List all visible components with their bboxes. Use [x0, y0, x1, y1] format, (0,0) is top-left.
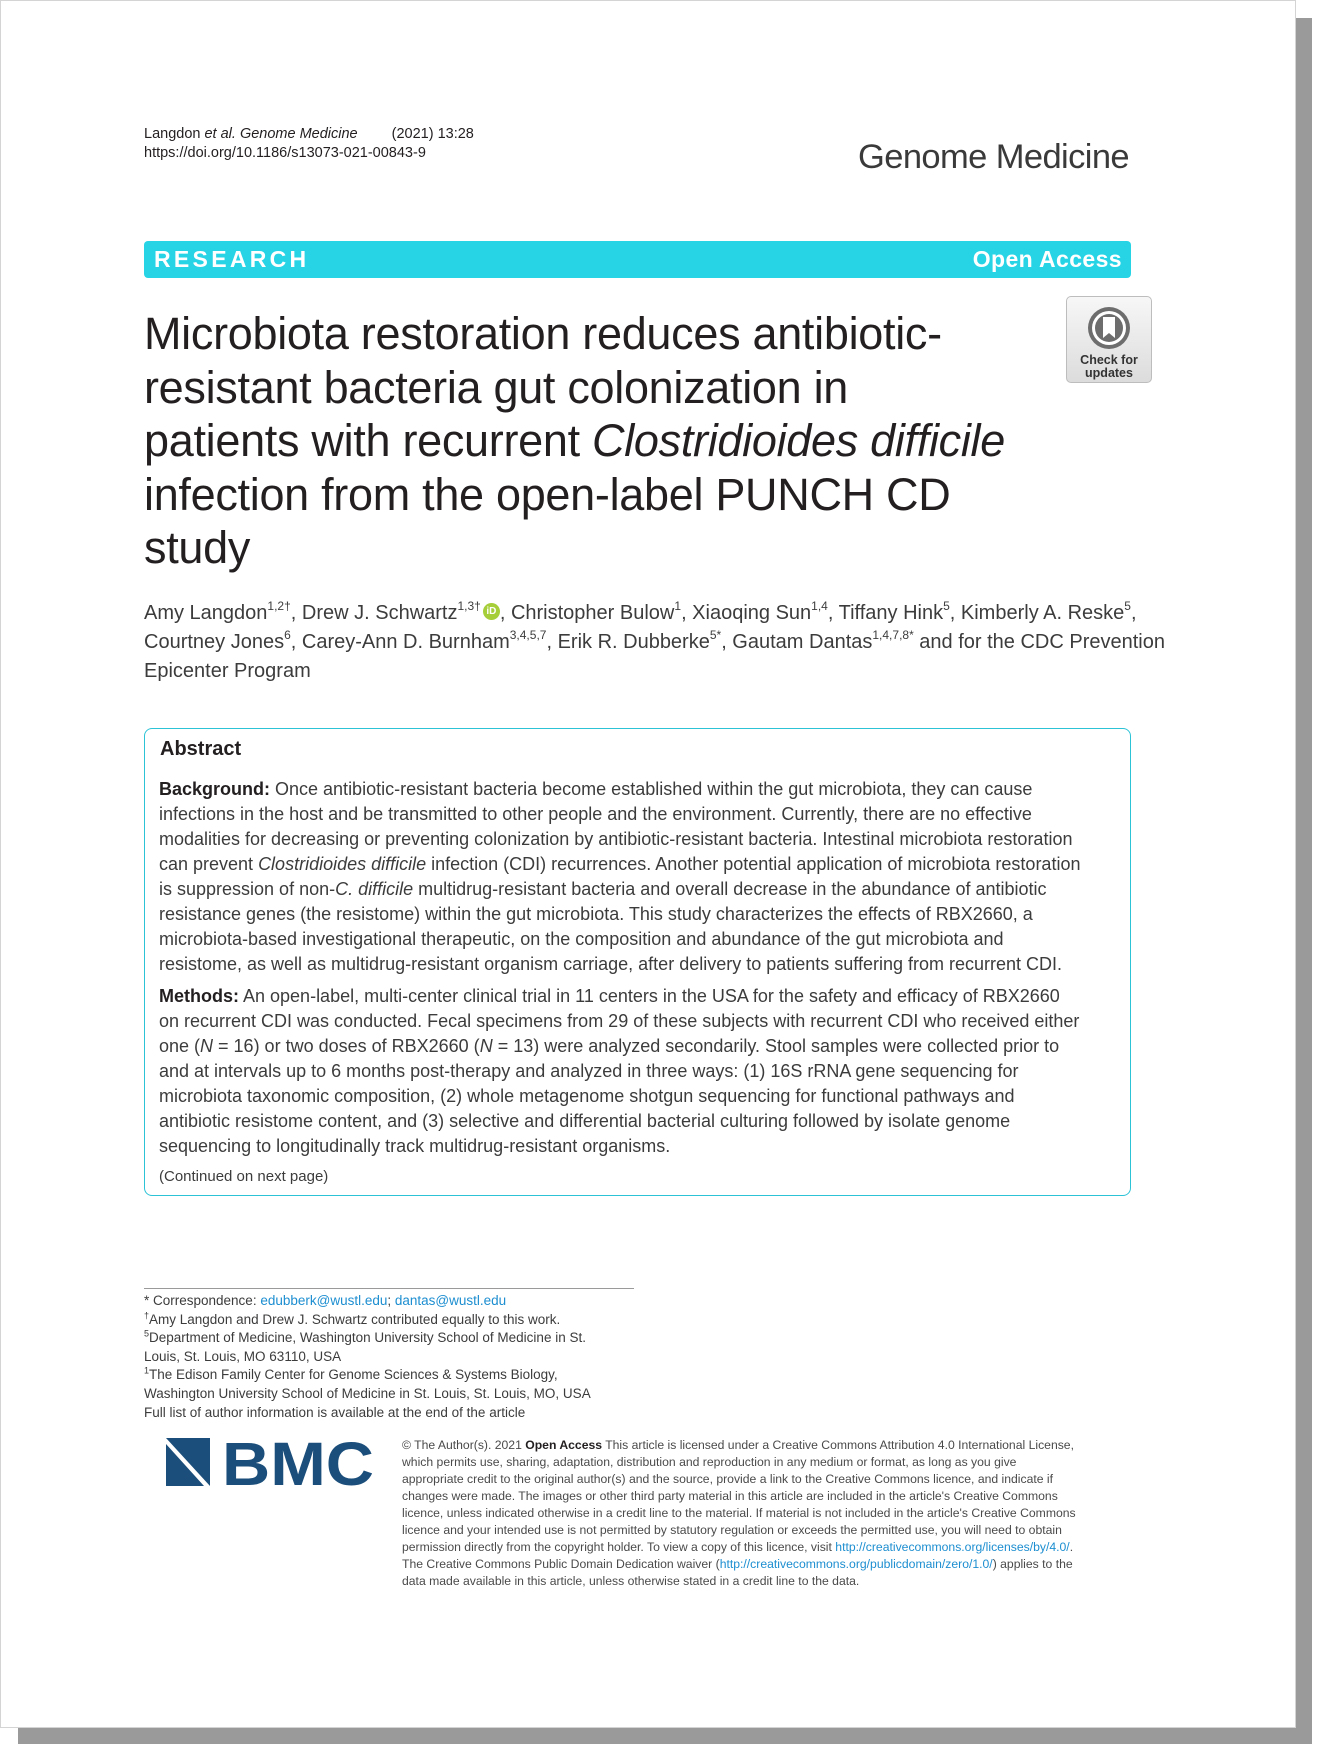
abstract-box: [144, 728, 1131, 1196]
author-info-note: Full list of author information is available at the end of the article: [144, 1404, 526, 1420]
title-line: resistant bacteria gut colonization in: [144, 361, 849, 413]
species-name: Clostridioides difficile: [592, 415, 1005, 466]
correspondence: * Correspondence: edubberk@wustl.edu; dantas@wustl.edu: [144, 1293, 507, 1308]
check-for-updates-button[interactable]: [1066, 296, 1152, 383]
doi-text: https://doi.org/10.1186/s13073-021-00843-9: [144, 145, 426, 161]
title-line: study: [144, 522, 251, 573]
section-label: Methods:: [159, 986, 239, 1006]
abstract-methods: Methods: An open-label, multi-center clinical trial in 11 centers in the USA for the safety and efficacy of RBX2660 on recurrent CDI was conducted. Fecal specimens from 29 of these subjects with recurrent CDI who received either one (N = 16) or two doses of RBX2660 (N = 13) were analyzed secondarily. Stool samples were collected prior to and at intervals up to 6 months post-therapy and analyzed in three ways: (1) 16S rRNA gene sequencing for microbiota taxonomic composition, (2) whole metagenome shotgun sequencing for functional pathways and antibiotic resistome content, and (3) selective and differential bacterial culturing followed by isolate genome sequencing to longitudinally track multidrug-resistant organisms.: [159, 986, 1080, 1156]
orcid-icon[interactable]: iD: [483, 603, 500, 620]
affiliation: Louis, St. Louis, MO 63110, USA: [144, 1348, 342, 1364]
bmc-logo: [166, 1436, 376, 1488]
email-link[interactable]: dantas@wustl.edu: [394, 1293, 507, 1308]
waiver-link[interactable]: http://creativecommons.org/publicdomain/zero/1.0/: [719, 1557, 993, 1571]
affiliation: Washington University School of Medicine in St. Louis, St. Louis, MO, USA: [144, 1385, 591, 1401]
bmc-logo-text: BMC: [222, 1436, 374, 1488]
crossmark-icon: [1084, 305, 1134, 351]
abstract-heading: Abstract: [160, 738, 242, 760]
section-label: Background:: [159, 779, 271, 799]
footnote-divider: [144, 1288, 634, 1289]
author-list: [144, 599, 1165, 686]
license-text: © The Author(s). 2021 Open Access This article is licensed under a Creative Commons Attribution 4.0 International License, which permits use, sharing, adaptation, distribution and reproduction in any medium or format, as long as you give appropriate credit to the original author(s) and the source, provide a link to the Creative Commons licence, and indicate if changes were made. The images or other third party material in this article are included in the article's Creative Commons licence, unless indicated otherwise in a credit line to the material. If material is not included in the article's Creative Commons licence and your intended use is not permitted by statutory regulation or exceeds the permitted use, you will need to obtain permission directly from the copyright holder. To view a copy of this licence, visit http://creativecommons.org/licenses/by/4.0/. The Creative Commons Public Domain Dedication waiver (http://creativecommons.org/publicdomain/zero/1.0/) applies to the data made available in this article, unless otherwise stated in a credit line to the data.: [402, 1438, 1076, 1588]
email-link[interactable]: edubberk@wustl.edu: [260, 1293, 388, 1308]
title-line: patients with recurrent Clostridioides difficile: [144, 415, 1005, 466]
author-row: Courtney Jones$^6$, Carey-Ann D. Burnham$^{3,4,5,7}$, Erik R. Dubberke$^{5*}$, Gautam Dantas$^{1,4,7,8*}$ and for the CDC Prevention: [144, 628, 1165, 653]
affiliation: $^5$Department of Medicine, Washington University School of Medicine in St.: [144, 1328, 586, 1346]
article-type-band: [144, 241, 1131, 278]
abstract-body: [159, 777, 1124, 1166]
abstract-background: Background: Once antibiotic-resistant bacteria become established within the gut microbiota, they can cause infections in the host and be transmitted to other people and the environment. Currently, there are no effective modalities for decreasing or preventing colonization by antibiotic-resistant bacteria. Intestinal microbiota restoration can prevent Clostridioides difficile infection (CDI) recurrences. Another potential application of microbiota restoration is suppression of non-C. difficile multidrug-resistant bacteria and overall decrease in the abundance of antibiotic resistance genes (the resistome) within the gut microbiota. This study characterizes the effects of RBX2660, a microbiota-based investigational therapeutic, on the composition and abundance of the gut microbiota and resistome, as well as multidrug-resistant organism carriage, after delivery to patients suffering from recurrent CDI.: [159, 779, 1081, 974]
equal-contribution-note: †Amy Langdon and Drew J. Schwartz contributed equally to this work.: [144, 1310, 561, 1327]
license-link[interactable]: http://creativecommons.org/licenses/by/4.0/: [835, 1540, 1070, 1554]
article-title: [144, 307, 1044, 575]
author-row: Amy Langdon$^{1,2\dagger}$, Drew J. Schwartz$^{1,3\dagger}$ iD , Christopher Bulow$^1$, Xiaoqing Sun$^{1,4}$, Tiffany Hink$^5$, Kimberly A. Reske$^5$,: [144, 599, 1137, 624]
author-row: Epicenter Program: [144, 660, 311, 682]
continued-note: (Continued on next page): [159, 1168, 329, 1185]
citation-author: Langdon: [144, 126, 205, 142]
citation-journal: et al. Genome Medicine: [204, 126, 358, 142]
article-type-label: RESEARCH: [154, 246, 310, 272]
check-updates-label: Check for updates: [1080, 353, 1138, 380]
title-line: Microbiota restoration reduces antibiotic-: [144, 308, 942, 359]
citation-volume: (2021) 13:28: [391, 126, 474, 142]
affiliation: $^1$The Edison Family Center for Genome Sciences & Systems Biology,: [144, 1365, 558, 1383]
title-line: infection from the open-label PUNCH CD: [144, 468, 951, 520]
open-access-label: Open Access: [972, 246, 1122, 272]
journal-name: Genome Medicine: [858, 138, 1129, 176]
footnotes: [144, 1292, 664, 1422]
citation-header: [144, 125, 474, 163]
